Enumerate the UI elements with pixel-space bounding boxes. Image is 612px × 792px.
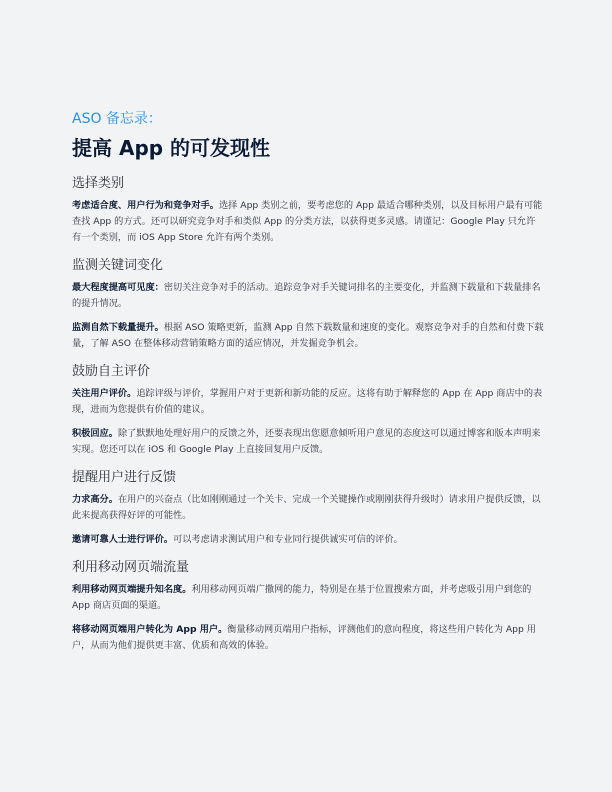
paragraph-body: 在用户的兴奋点（比如刚刚通过一个关卡、完成一个关键操作或刚刚获得升级时）请求用户提供反馈，以此来提高获得好评的可能性。 xyxy=(72,494,541,521)
section-paragraph xyxy=(72,582,544,614)
paragraph-lead: 力求高分。 xyxy=(72,494,118,505)
document-page xyxy=(72,110,544,665)
section-paragraph xyxy=(72,386,544,418)
document-kicker: ASO 备忘录： xyxy=(72,111,162,127)
paragraph-body: 选择 App 类别之前，要考虑您的 App 最适合哪种类别，以及目标用户最有可能查找 App 的方式。还可以研究竞争对手和类似 App 的分类方法，以获得更多灵感。请谨记：Google Play 只允许有一个类别，而 iOS App Store 允许有两个类别。 xyxy=(72,200,543,243)
paragraph-body: 可以考虑请求测试用户和专业同行提供诚实可信的评价。 xyxy=(173,534,403,545)
paragraph-body: 追踪评级与评价，掌握用户对于更新和新功能的反应。这将有助于解释您的 App 在 App 商店中的表现，进而为您提供有价值的建议。 xyxy=(72,388,543,415)
section-choose-category xyxy=(72,175,544,246)
section-paragraph xyxy=(72,280,544,312)
section-heading: 监测关键词变化 xyxy=(72,258,164,273)
paragraph-lead: 利用移动网页端提升知名度。 xyxy=(72,584,192,595)
paragraph-body: 密切关注竞争对手的活动。追踪竞争对手关键词排名的主要变化，并监测下载量和下载量排名的提升情况。 xyxy=(72,282,541,309)
section-paragraph xyxy=(72,622,544,654)
section-paragraph xyxy=(72,320,544,352)
section-monitor-keywords xyxy=(72,257,544,352)
section-paragraph xyxy=(72,532,544,548)
paragraph-lead: 邀请可靠人士进行评价。 xyxy=(72,534,174,545)
paragraph-lead: 最大程度提高可见度： xyxy=(72,282,164,293)
paragraph-body: 衡量移动网页端用户指标，评测他们的意向程度，将这些用户转化为 App 用户，从而为他们提供更丰富、优质和高效的体验。 xyxy=(72,624,536,651)
paragraph-lead: 监测自然下载量提升。 xyxy=(72,322,164,333)
paragraph-lead: 关注用户评价。 xyxy=(72,388,137,399)
page-title: 提高 App 的可发现性 xyxy=(72,136,271,160)
section-encourage-reviews xyxy=(72,363,544,458)
paragraph-lead: 考虑适合度、用户行为和竞争对手。 xyxy=(72,200,219,211)
paragraph-body: 利用移动网页端广撒网的能力，特别是在基于位置搜索方面，并考虑吸引用户到您的 App 商店页面的渠道。 xyxy=(72,584,532,611)
paragraph-body: 根据 ASO 策略更新，监测 App 自然下载数量和速度的变化。观察竞争对手的自然和付费下载量，了解 ASO 在整体移动营销策略方面的适应情况，并发掘竞争机会。 xyxy=(72,322,544,349)
section-paragraph xyxy=(72,426,544,458)
section-remind-feedback xyxy=(72,469,544,548)
section-heading: 利用移动网页端流量 xyxy=(72,560,190,575)
section-mobile-web-traffic xyxy=(72,559,544,654)
paragraph-body: 除了默默地处理好用户的反馈之外，还要表现出您愿意倾听用户意见的态度这可以通过博客和版本声明来实现。您还可以在 iOS 和 Google Play 上直接回复用户反馈。 xyxy=(72,428,541,455)
section-heading: 选择类别 xyxy=(72,176,125,191)
section-paragraph xyxy=(72,492,544,524)
paragraph-lead: 积极回应。 xyxy=(72,428,118,439)
paragraph-lead: 将移动网页端用户转化为 App 用户。 xyxy=(72,624,228,635)
section-heading: 鼓励自主评价 xyxy=(72,364,151,379)
section-heading: 提醒用户进行反馈 xyxy=(72,470,177,485)
section-paragraph xyxy=(72,198,544,246)
